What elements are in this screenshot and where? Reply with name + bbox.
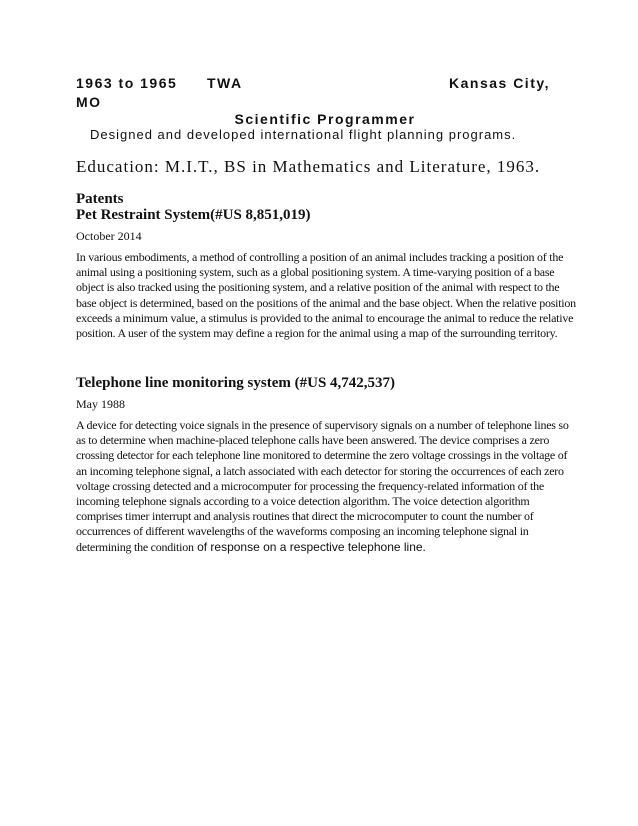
patent-title: Pet Restraint System(#US 8,851,019) — [76, 207, 311, 223]
education-line: Education: M.I.T., BS in Mathematics and Literature, 1963. — [76, 157, 541, 176]
patent-abstract-text: A device for detecting voice signals in the presence of supervisory signals on a number of telephone lines so as to determine when machine-placed telephone calls have been answered. The device comprises a zero crossing detector for each telephone line monitored to determine the zero voltage crossings in the voltage of an incoming telephone signal, a latch associated with each detector for storing the occurrences of each zero voltage crossing detected and a microcomputer for processing the frequency-related information of the incoming telephone signals according to a voice detection algorithm. The voice detection algorithm comprises timer interrupt and analysis routines that direct the microcomputer to count the number of occurrences of different wavelengths of the waveforms composing an incoming telephone signal in determining the condition — [76, 418, 569, 554]
job-state: MO — [76, 94, 102, 110]
patent-entry — [76, 374, 576, 555]
patent-date: October 2014 — [76, 229, 142, 243]
patent-abstract — [76, 418, 576, 555]
patent-abstract-text: In various embodiments, a method of controlling a position of an animal includes tracking a position of the animal using a positioning system, such as a global positioning system. A time-varying position of a base object is also tracked using the positioning system, and a relative position of the animal with respect to the base object is determined, based on the positions of the animal and the base object. When the relative position exceeds a minimum value, a stimulus is provided to the animal to encourage the animal to reduce the relative position. A user of the system may define a region for the animal using a map of the surrounding territory. — [76, 250, 576, 341]
patent-title: Telephone line monitoring system (#US 4,742,537) — [76, 375, 396, 391]
patent-entry — [76, 206, 576, 341]
job-dates: 1963 to 1965 — [76, 75, 178, 91]
job-title: Scientific Programmer — [234, 111, 416, 127]
patent-abstract-tail: of response on a respective telephone line. — [193, 539, 426, 554]
job-description: Designed and developed international flight planning programs. — [90, 127, 517, 142]
job-company: TWA — [207, 75, 243, 91]
patent-abstract — [76, 250, 576, 341]
patents-heading: Patents — [76, 191, 124, 207]
patent-date: May 1988 — [76, 397, 125, 411]
job-city: Kansas City, — [449, 75, 550, 91]
